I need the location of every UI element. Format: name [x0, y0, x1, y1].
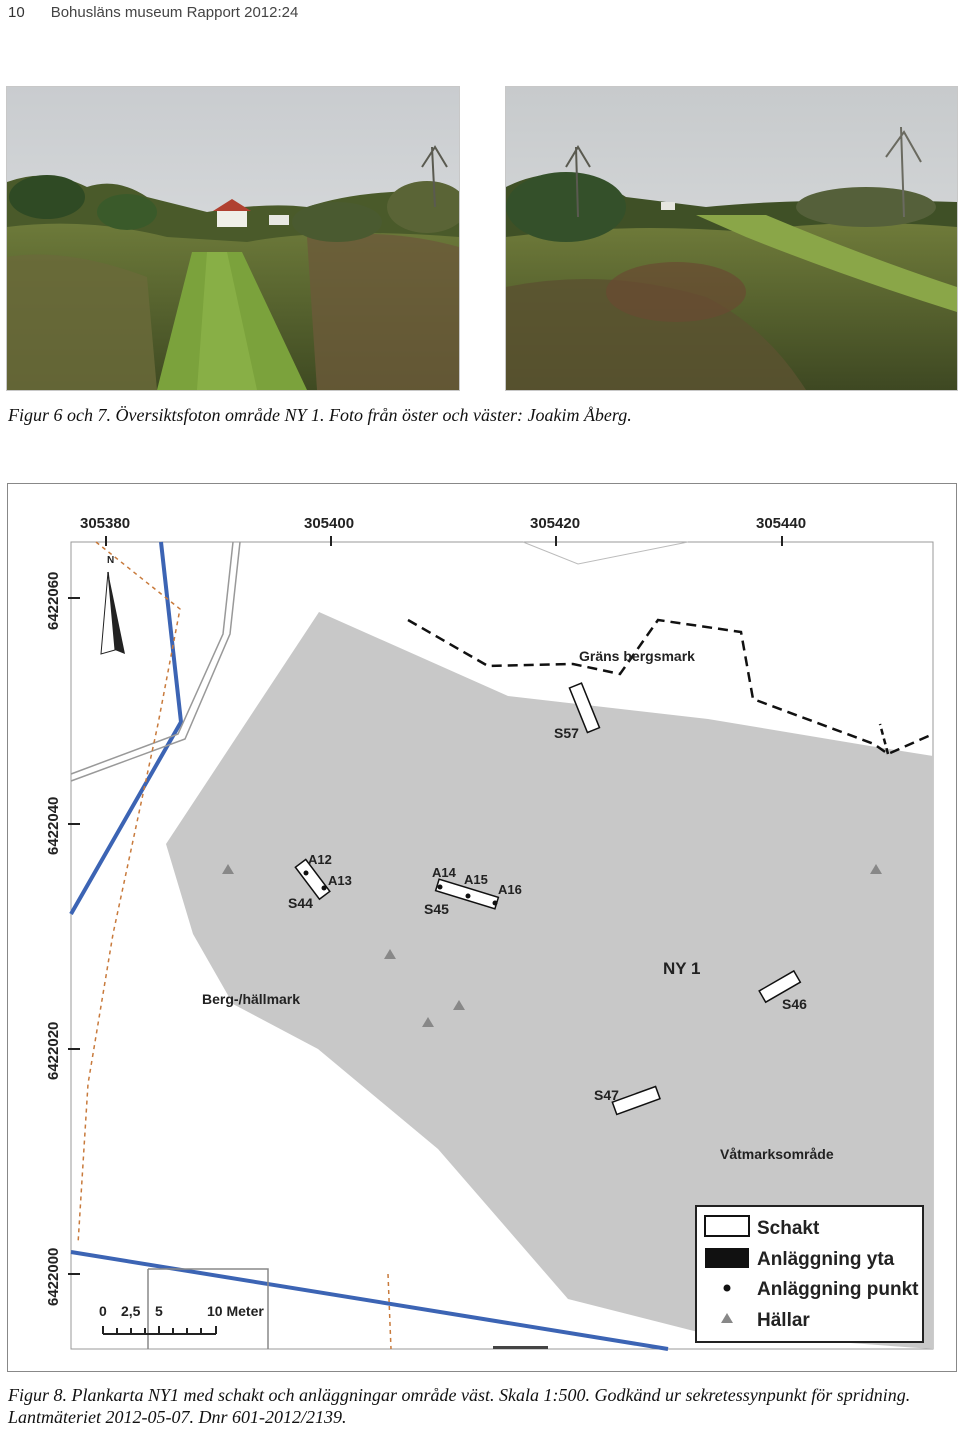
y-coord-label: 6422000: [45, 1247, 62, 1306]
scale-tick-label: 0: [99, 1303, 107, 1319]
legend-punkt: Anläggning punkt: [757, 1279, 919, 1300]
x-coord-label: 305420: [530, 515, 581, 532]
trench-label: S45: [424, 901, 449, 917]
map-caption-line-2: Lantmäteriet 2012-05-07. Dnr 601-2012/2139.: [8, 1407, 347, 1427]
legend-hallar: Hällar: [757, 1310, 810, 1331]
legend-yta: Anläggning yta: [757, 1249, 895, 1270]
x-coord-label: 305400: [304, 515, 355, 532]
feature-label: A14: [432, 865, 456, 880]
trench-label: S46: [782, 996, 807, 1012]
trench-label: S47: [594, 1087, 619, 1103]
feature-label: A12: [308, 852, 332, 867]
site-plan-map: [7, 483, 957, 1372]
trench-label: S44: [288, 895, 313, 911]
feature-label: A13: [328, 873, 352, 888]
map-caption: [8, 1384, 910, 1428]
photo-caption: Figur 6 och 7. Översiktsfoton område NY 1. Foto från öster och väster: Joakim Åberg.: [8, 405, 632, 425]
y-coord-label: 6422040: [45, 796, 62, 855]
x-coord-label: 305380: [80, 515, 131, 532]
y-coord-label: 6422020: [45, 1021, 62, 1080]
y-coord-label: 6422060: [45, 571, 62, 630]
feature-label: A16: [498, 882, 522, 897]
map-legend: [696, 1206, 923, 1342]
page-header: [8, 0, 298, 24]
scale-tick-label: 10 Meter: [207, 1303, 264, 1319]
feature-label: A15: [464, 872, 488, 887]
north-label: N: [107, 555, 115, 566]
scale-tick-label: 5: [155, 1303, 163, 1319]
overview-photo-east: [6, 86, 460, 391]
x-coord-label: 305440: [756, 515, 807, 532]
trench-label: S57: [554, 725, 579, 741]
area-label: NY 1: [663, 959, 701, 978]
boundary-label: Gräns bergsmark: [579, 648, 695, 664]
wetland-label: Våtmarksområde: [720, 1146, 834, 1162]
legend-schakt: Schakt: [757, 1218, 820, 1239]
rock-label: Berg-/hällmark: [202, 991, 301, 1007]
page-number: 10: [8, 3, 25, 21]
scale-tick-label: 2,5: [121, 1303, 141, 1319]
overview-photo-west: [505, 86, 958, 391]
map-caption-line-1: Figur 8. Plankarta NY1 med schakt och anläggningar område väst. Skala 1:500. Godkänd ur sekretessynpunkt för spridning.: [8, 1385, 911, 1405]
publication-title: Bohusläns museum Rapport 2012:24: [50, 3, 299, 21]
